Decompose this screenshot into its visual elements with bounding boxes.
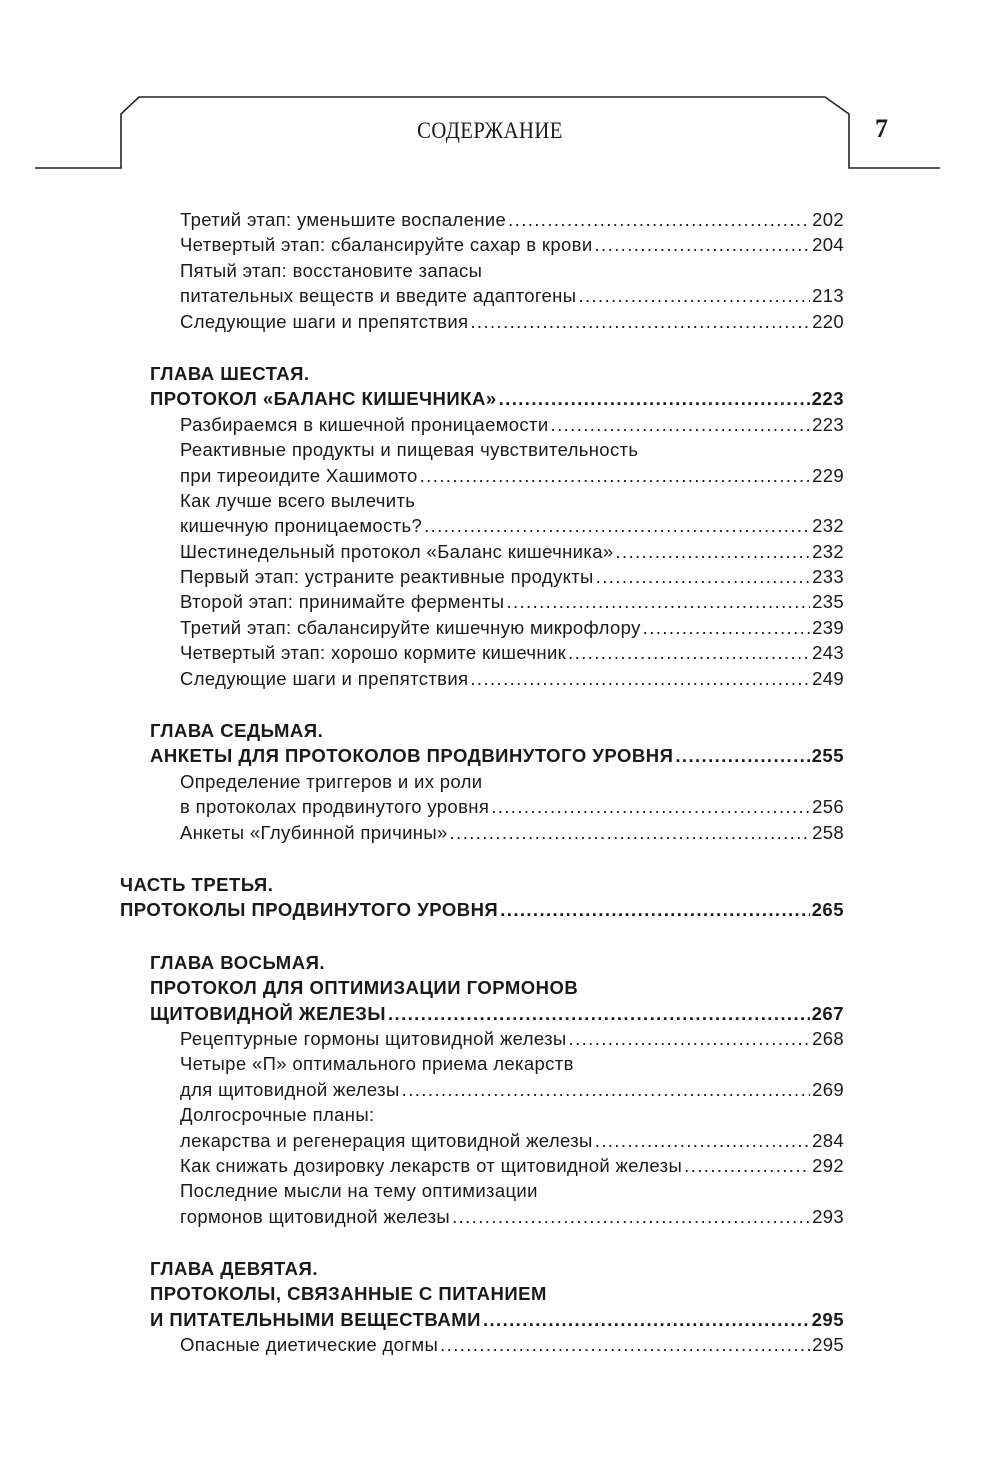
toc-page-number: 232 [812, 515, 844, 537]
dot-leader [615, 539, 810, 564]
toc-page-number: 265 [811, 899, 844, 921]
toc-entry-text: при тиреоидите Хашимото [180, 464, 418, 486]
toc-page-number: 204 [812, 234, 844, 256]
toc-chapter-entry[interactable] [0, 361, 1000, 412]
toc-entry-text: Долгосрочные планы: [180, 1104, 375, 1126]
toc-chapter-entry[interactable] [0, 950, 1000, 1026]
toc-entry[interactable] [0, 589, 1000, 614]
toc-section [0, 950, 1000, 1229]
toc-entry-text: Как лучше всего вылечить [180, 489, 416, 511]
dot-leader [388, 1001, 810, 1026]
toc-entry-text: Опасные диетические догмы [180, 1334, 439, 1356]
toc-page-number: 249 [812, 667, 844, 689]
toc-entry-text: питательных веществ и введите адаптогены [180, 285, 577, 307]
toc-chapter-entry[interactable] [0, 1256, 1000, 1332]
toc-entry-text: Рецептурные гормоны щитовидной железы [180, 1027, 567, 1049]
toc-entry[interactable] [0, 488, 1000, 539]
toc-entry-text: ПРОТОКОЛЫ ПРОДВИНУТОГО УРОВНЯ [120, 899, 499, 921]
toc-entry[interactable] [0, 437, 1000, 488]
toc-entry-text: Как снижать дозировку лекарств от щитовидной железы [180, 1154, 683, 1176]
dot-leader [551, 412, 811, 437]
toc-entry-text: Четвертый этап: хорошо кормите кишечник [180, 642, 567, 664]
toc-page-number: 258 [812, 821, 844, 843]
toc-entry-text: Четвертый этап: сбалансируйте сахар в крови [180, 234, 593, 256]
toc-entry-text: ПРОТОКОЛЫ, СВЯЗАННЫЕ С ПИТАНИЕМ [150, 1283, 547, 1305]
dot-leader [506, 589, 810, 614]
toc-page-number: 223 [812, 413, 844, 435]
toc-page-number: 292 [812, 1154, 844, 1176]
toc-page-number: 232 [812, 540, 844, 562]
toc-page-number: 220 [812, 310, 844, 332]
toc-chapter-entry[interactable] [0, 718, 1000, 769]
toc-entry-text: Третий этап: уменьшите воспаление [180, 209, 507, 230]
toc-entry[interactable] [0, 207, 1000, 232]
toc-entry[interactable] [0, 309, 1000, 334]
toc-section [0, 1256, 1000, 1358]
toc-entry[interactable] [0, 539, 1000, 564]
toc-entry-text: в протоколах продвинутого уровня [180, 796, 490, 818]
toc-entry[interactable] [0, 1051, 1000, 1102]
running-header-title: СОДЕРЖАНИЕ [417, 118, 563, 143]
dot-leader [508, 207, 810, 232]
toc-page-number: 268 [812, 1027, 844, 1049]
toc-entry-text: ПРОТОКОЛ ДЛЯ ОПТИМИЗАЦИИ ГОРМОНОВ [150, 977, 579, 999]
toc-entry[interactable] [0, 615, 1000, 640]
dot-leader [499, 386, 810, 411]
toc-entry-text: Разбираемся в кишечной проницаемости [180, 413, 549, 435]
dot-leader [569, 1026, 811, 1051]
dot-leader [578, 283, 810, 308]
dot-leader [424, 513, 810, 538]
toc-entry[interactable] [0, 1153, 1000, 1178]
toc-page-number: 213 [812, 285, 844, 307]
toc-section [0, 207, 1000, 334]
toc-page-number: 239 [812, 616, 844, 638]
toc-entry-text: ГЛАВА ШЕСТАЯ. [150, 362, 310, 384]
toc-page-number: 256 [812, 796, 844, 818]
dot-leader [568, 640, 810, 665]
toc-page-number: 269 [812, 1078, 844, 1100]
dot-leader [491, 794, 810, 819]
toc-entry[interactable] [0, 640, 1000, 665]
toc-entry[interactable] [0, 666, 1000, 691]
toc-part-entry[interactable] [0, 872, 1000, 923]
toc-page-number: 295 [812, 1334, 844, 1356]
toc-page-number: 255 [811, 745, 844, 767]
toc-entry[interactable] [0, 1332, 1000, 1357]
toc-entry-text: гормонов щитовидной железы [180, 1205, 451, 1227]
toc-entry-text: Следующие шаги и препятствия [180, 667, 469, 689]
toc-entry-text: ПРОТОКОЛ «БАЛАНС КИШЕЧНИКА» [150, 388, 497, 410]
toc-entry[interactable] [0, 769, 1000, 820]
toc-section [0, 718, 1000, 845]
toc-entry-text: ЧАСТЬ ТРЕТЬЯ. [120, 873, 274, 895]
toc-section [0, 872, 1000, 923]
header-frame [0, 0, 1000, 200]
dot-leader [470, 309, 810, 334]
dot-leader [595, 232, 811, 257]
toc-page-number: 267 [811, 1002, 844, 1024]
toc-entry[interactable] [0, 1026, 1000, 1051]
toc-entry[interactable] [0, 412, 1000, 437]
toc-entry-text: Четыре «П» оптимального приема лекарств [180, 1053, 574, 1075]
dot-leader [440, 1332, 810, 1357]
toc-entry-text: Второй этап: принимайте ферменты [180, 591, 505, 613]
dot-leader [684, 1153, 810, 1178]
dot-leader [402, 1077, 810, 1102]
toc-page-number: 202 [812, 209, 844, 230]
toc-entry-text: Третий этап: сбалансируйте кишечную микрофлору [180, 616, 641, 638]
toc-entry-text: Первый этап: устраните реактивные продукты [180, 566, 594, 588]
toc-entry-text: ГЛАВА СЕДЬМАЯ. [150, 720, 324, 742]
toc-page-number: 235 [812, 591, 844, 613]
dot-leader [595, 1128, 810, 1153]
dot-leader [452, 1204, 810, 1229]
toc-entry-text: Пятый этап: восстановите запасы [180, 259, 483, 281]
toc-entry[interactable] [0, 1178, 1000, 1229]
toc-entry[interactable] [0, 564, 1000, 589]
dot-leader [470, 666, 810, 691]
toc-entry-text: Следующие шаги и препятствия [180, 310, 469, 332]
toc-section [0, 361, 1000, 691]
toc-entry-text: ГЛАВА ВОСЬМАЯ. [150, 951, 325, 973]
toc-entry-text: Анкеты «Глубинной причины» [180, 821, 448, 843]
toc-entry-text: кишечную проницаемость? [180, 515, 423, 537]
toc-entry-text: АНКЕТЫ ДЛЯ ПРОТОКОЛОВ ПРОДВИНУТОГО УРОВНЯ [150, 745, 674, 767]
dot-leader [500, 897, 809, 922]
toc-page-number: 233 [812, 566, 844, 588]
toc-page-number: 293 [812, 1205, 844, 1227]
table-of-contents [0, 207, 1000, 1358]
toc-entry-text: лекарства и регенерация щитовидной железы [180, 1129, 593, 1151]
toc-entry-text: для щитовидной железы [180, 1078, 400, 1100]
dot-leader [420, 463, 810, 488]
toc-entry-text: ЩИТОВИДНОЙ ЖЕЛЕЗЫ [150, 1002, 386, 1024]
toc-entry-text: ГЛАВА ДЕВЯТАЯ. [150, 1258, 318, 1280]
toc-page-number: 223 [811, 388, 844, 410]
page-number: 7 [875, 114, 888, 143]
dot-leader [483, 1307, 810, 1332]
toc-entry[interactable] [0, 820, 1000, 845]
dot-leader [596, 564, 810, 589]
toc-entry[interactable] [0, 1102, 1000, 1153]
toc-page-number: 295 [811, 1308, 844, 1330]
toc-entry[interactable] [0, 232, 1000, 257]
toc-entry[interactable] [0, 258, 1000, 309]
toc-page-number: 243 [812, 642, 844, 664]
toc-page-number: 284 [812, 1129, 844, 1151]
dot-leader [643, 615, 810, 640]
toc-entry-text: Определение триггеров и их роли [180, 770, 483, 792]
toc-page-number: 229 [812, 464, 844, 486]
dot-leader [450, 820, 810, 845]
toc-entry-text: И ПИТАТЕЛЬНЫМИ ВЕЩЕСТВАМИ [150, 1308, 481, 1330]
toc-entry-text: Шестинедельный протокол «Баланс кишечника» [180, 540, 614, 562]
dot-leader [675, 743, 809, 768]
toc-entry-text: Последние мысли на тему оптимизации [180, 1180, 538, 1202]
toc-entry-text: Реактивные продукты и пищевая чувствительность [180, 439, 639, 461]
